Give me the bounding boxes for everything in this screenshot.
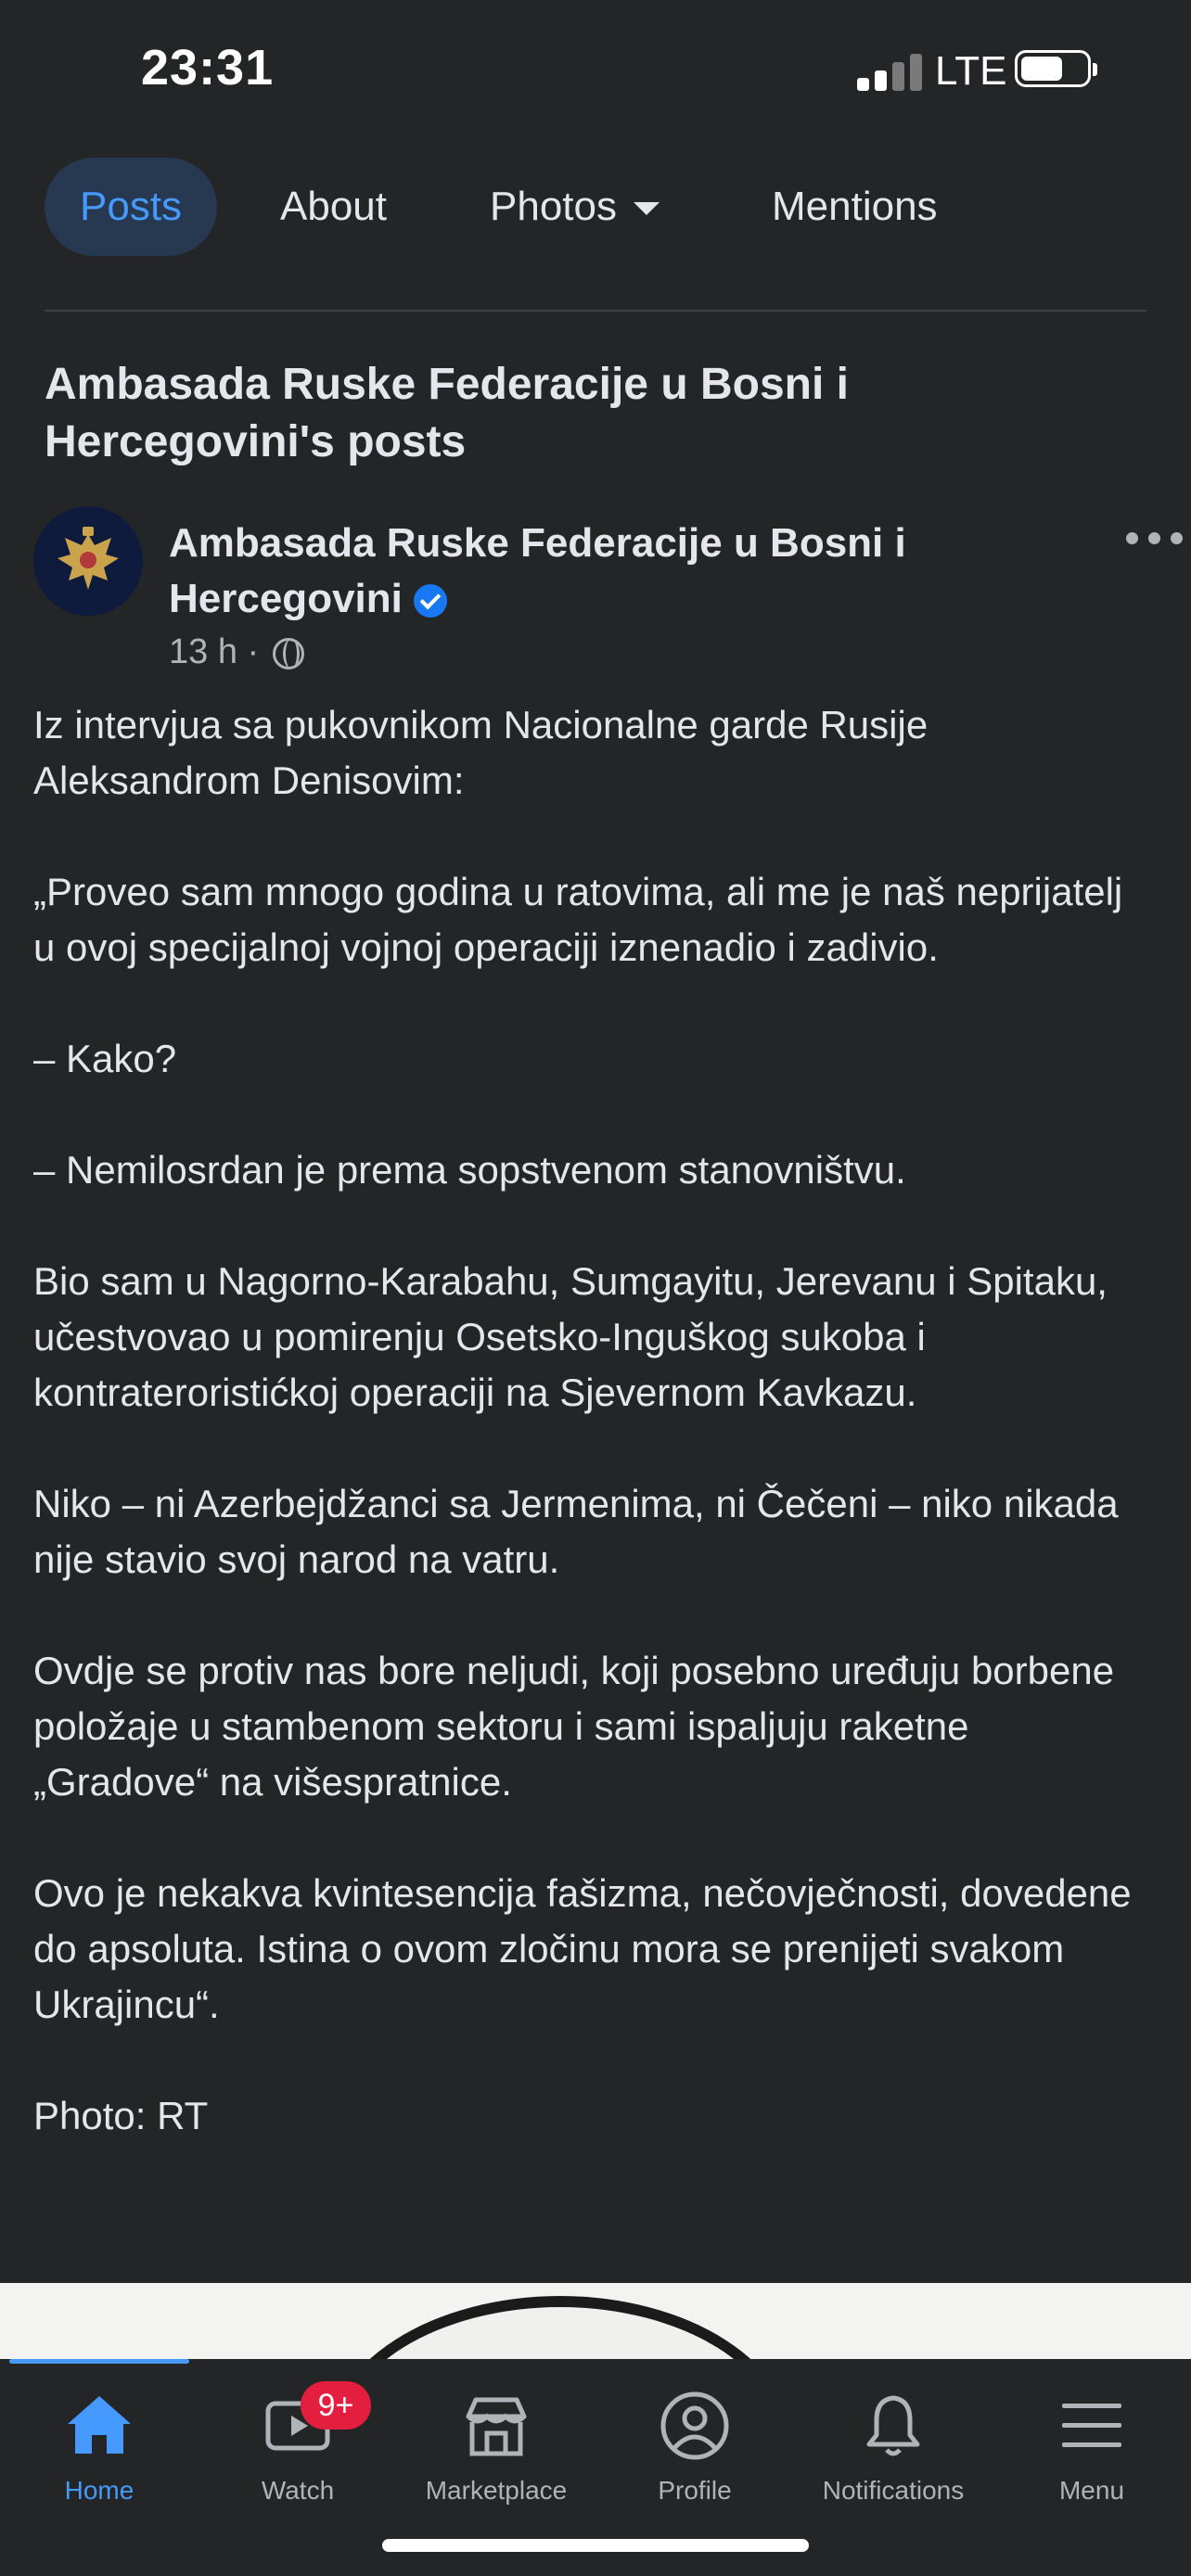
nav-watch-label: Watch [261, 2476, 335, 2505]
tab-posts[interactable]: Posts [45, 158, 217, 256]
signal-icon [857, 48, 922, 91]
post-meta [169, 632, 304, 672]
status-bar [0, 0, 1191, 130]
post-author[interactable] [169, 516, 1041, 627]
nav-profile-label: Profile [658, 2476, 732, 2505]
divider [45, 310, 1146, 312]
marketplace-icon [459, 2389, 533, 2463]
network-type: LTE [935, 48, 1007, 94]
profile-tabs [0, 130, 1191, 312]
post-paragraph: Niko – ni Azerbejdžanci sa Jermenima, ni Čečeni – niko nikada nije stavio svoj narod na vatru. [33, 1482, 1119, 1581]
post-paragraph: „Proveo sam mnogo godina u ratovima, ali me je naš neprijatelj u ovoj specijalnoj vojnoj operaciji iznenadio i zadivio. [33, 870, 1123, 969]
nav-profile[interactable] [596, 2389, 794, 2546]
post-paragraph: Photo: RT [33, 2094, 209, 2137]
bell-icon [856, 2389, 930, 2463]
nav-home[interactable] [0, 2389, 198, 2546]
active-tab-indicator [9, 2359, 189, 2364]
nav-home-label: Home [64, 2476, 134, 2505]
post-body [33, 697, 1146, 2200]
post-paragraph: Iz intervjua sa pukovnikom Nacionalne garde Rusije Aleksandrom Denisovim: [33, 703, 928, 802]
post-paragraph: Ovdje se protiv nas bore neljudi, koji posebno uređuju borbene položaje u stambenom sektoru i sami ispaljuju raketne „Gradove“ na višespratnice. [33, 1649, 1115, 1804]
tab-about[interactable]: About [280, 184, 387, 229]
post-paragraph: – Nemilosrdan je prema sopstvenom stanovništvu. [33, 1148, 906, 1192]
profile-icon [658, 2389, 732, 2463]
meta-separator: · [247, 632, 260, 671]
author-name: Ambasada Ruske Federacije u Bosni i Hercegovini [169, 520, 906, 621]
nav-marketplace-label: Marketplace [425, 2476, 568, 2505]
caret-down-icon [634, 202, 660, 215]
nav-menu-label: Menu [1058, 2476, 1125, 2505]
nav-menu[interactable] [992, 2389, 1191, 2546]
nav-marketplace[interactable] [397, 2389, 596, 2546]
nav-watch[interactable] [198, 2389, 397, 2546]
post-time[interactable]: 13 h [169, 632, 237, 671]
tab-photos-label: Photos [490, 184, 617, 229]
status-time: 23:31 [141, 40, 275, 96]
avatar[interactable] [33, 506, 143, 616]
tab-mentions[interactable]: Mentions [772, 184, 938, 229]
home-icon [62, 2389, 136, 2463]
nav-notifications-label: Notifications [822, 2476, 965, 2505]
globe-icon [273, 638, 304, 670]
eagle-emblem-icon [33, 506, 143, 616]
menu-icon [1055, 2389, 1129, 2463]
tab-photos[interactable] [490, 158, 660, 256]
more-options-icon[interactable] [1113, 516, 1191, 562]
nav-notifications[interactable] [794, 2389, 992, 2546]
post-paragraph: Bio sam u Nagorno-Karabahu, Sumgayitu, Jerevanu i Spitaku, učestvovao u pomirenju Osetsko-Inguškog sukoba i kontrateroristićkoj operaciji na Sjevernom Kavkazu. [33, 1259, 1108, 1414]
post-photo[interactable] [0, 2283, 1191, 2359]
post-header [33, 506, 1174, 682]
verified-badge-icon [414, 584, 447, 618]
post-paragraph: Ovo je nekakva kvintesencija fašizma, nečovječnosti, dovedene do apsoluta. Istina o ovom zločinu mora se prenijeti svakom Ukrajincu“. [33, 1871, 1132, 2026]
battery-icon [1015, 50, 1091, 87]
section-title: Ambasada Ruske Federacije u Bosni i Hercegovini's posts [45, 360, 849, 466]
photo-subject [327, 2296, 794, 2359]
post-paragraph: – Kako? [33, 1037, 177, 1080]
home-indicator[interactable] [382, 2539, 809, 2552]
watch-badge: 9+ [301, 2381, 371, 2429]
